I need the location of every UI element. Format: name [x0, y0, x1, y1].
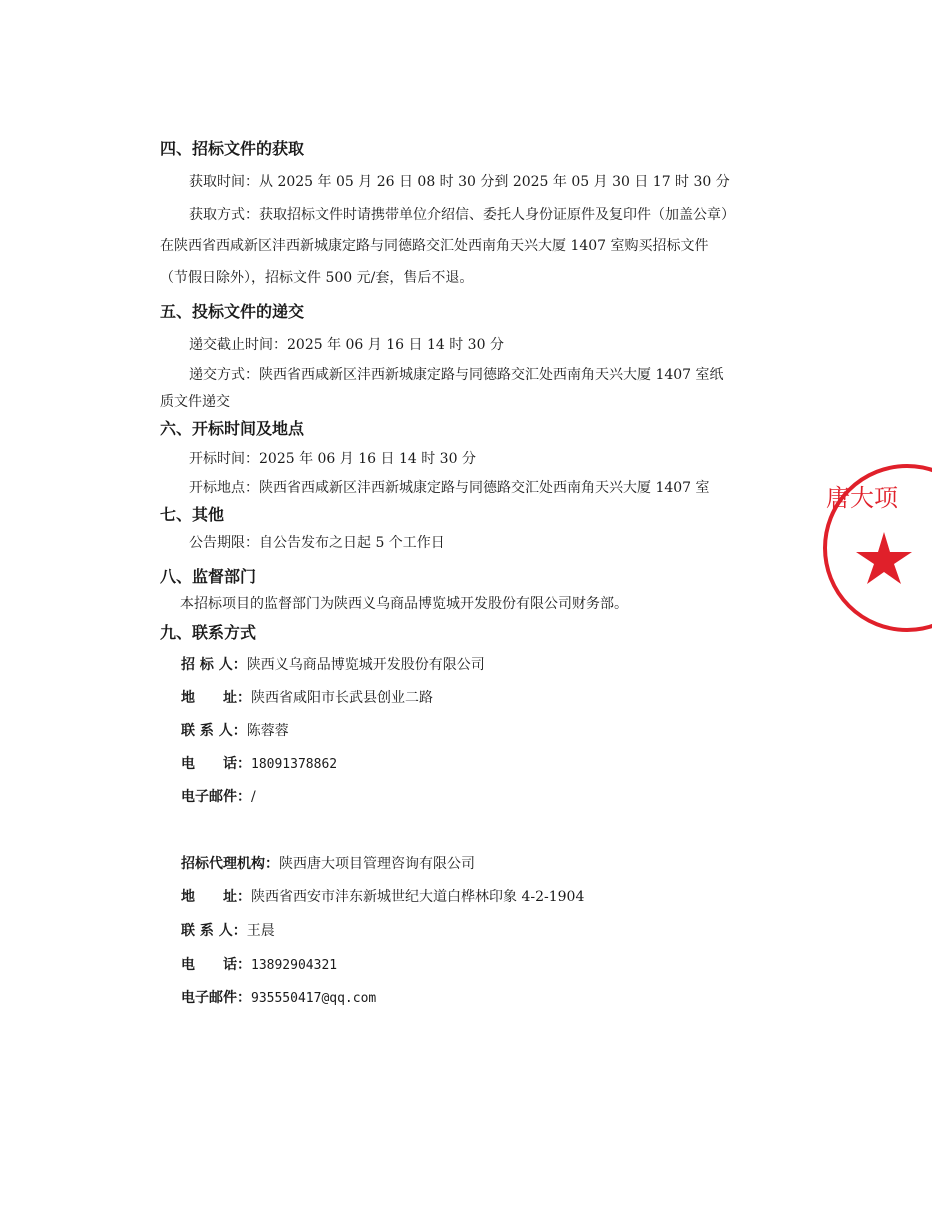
- agency-email-row: [181, 988, 376, 1009]
- agency-phone-label: 电 话：: [181, 957, 251, 973]
- agency-email-label: 电子邮件：: [181, 990, 251, 1006]
- agency-address-label: 地 址：: [181, 889, 251, 905]
- agency-contact-row: [181, 921, 275, 941]
- tenderer-phone-row: [181, 754, 337, 775]
- tenderer-address-label: 地 址：: [181, 690, 251, 706]
- agency-address: 陕西省西安市沣东新城世纪大道白桦林印象 4-2-1904: [251, 889, 585, 905]
- obtain-time: 获取时间：从 2025 年 05 月 26 日 08 时 30 分到 2025 年 05 月 30 日 17 时 30 分: [189, 174, 730, 190]
- obtain-method-label: 获取方式: [189, 207, 245, 223]
- tenderer-email: /: [251, 789, 256, 805]
- company-seal-stamp: [812, 462, 932, 642]
- obtain-method-line-1: [189, 205, 735, 225]
- submit-method-line-1: 递交方式：陕西省西咸新区沣西新城康定路与同德路交汇处西南角天兴大厦 1407 室纸: [189, 367, 724, 383]
- agency-contact-label: 联 系 人：: [181, 923, 247, 939]
- tenderer-contact: 陈蓉蓉: [246, 723, 289, 739]
- tenderer-name: 陕西义乌商品博览城开发股份有限公司: [246, 657, 485, 673]
- agency-name-row: [181, 854, 475, 874]
- tenderer-name-row: [181, 655, 485, 675]
- notice-period: 公告期限：自公告发布之日起 5 个工作日: [189, 535, 445, 551]
- agency-address-row: [181, 887, 584, 907]
- submit-deadline: 递交截止时间：2025 年 06 月 16 日 14 时 30 分: [189, 337, 504, 353]
- agency-name: 陕西唐大项目管理咨询有限公司: [279, 856, 475, 872]
- agency-phone: 13892904321: [251, 958, 338, 973]
- obtain-method-line-3: （节假日除外），招标文件 500 元/套，售后不退。: [160, 270, 474, 286]
- tenderer-phone-label: 电 话：: [181, 756, 251, 772]
- obtain-method-line-2: 在陕西省西咸新区沣西新城康定路与同德路交汇处西南角天兴大厦 1407 室购买招标文件: [160, 238, 709, 254]
- obtain-method-text: ：获取招标文件时请携带单位介绍信、委托人身份证原件及复印件（加盖公章）: [245, 207, 735, 223]
- tenderer-email-label: 电子邮件：: [181, 789, 251, 805]
- tenderer-address-row: [181, 688, 433, 708]
- section-5-title: 五、投标文件的递交: [160, 302, 305, 321]
- opening-time: 开标时间：2025 年 06 月 16 日 14 时 30 分: [189, 451, 476, 467]
- tenderer-contact-label: 联 系 人：: [181, 723, 247, 739]
- section-7-title: 七、其他: [160, 505, 225, 524]
- tenderer-name-label: 招 标 人：: [181, 657, 247, 673]
- tenderer-phone: 18091378862: [251, 757, 338, 772]
- section-8-title: 八、监督部门: [160, 567, 257, 586]
- agency-name-label: 招标代理机构：: [181, 856, 279, 872]
- submit-method-line-2: 质文件递交: [160, 394, 230, 410]
- supervision-text: 本招标项目的监督部门为陕西义乌商品博览城开发股份有限公司财务部。: [180, 596, 628, 612]
- opening-place: 开标地点：陕西省西咸新区沣西新城康定路与同德路交汇处西南角天兴大厦 1407 室: [189, 480, 710, 496]
- agency-phone-row: [181, 955, 337, 976]
- seal-star: [856, 532, 912, 584]
- tenderer-email-row: [181, 787, 256, 807]
- section-9-title: 九、联系方式: [160, 623, 257, 642]
- seal-text: 唐大项: [826, 484, 898, 512]
- tenderer-address: 陕西省咸阳市长武县创业二路: [251, 690, 433, 706]
- section-4-title: 四、招标文件的获取: [160, 139, 305, 158]
- agency-email: 935550417@qq.com: [251, 991, 377, 1006]
- agency-contact: 王晨: [246, 923, 275, 939]
- section-6-title: 六、开标时间及地点: [160, 419, 305, 438]
- tenderer-contact-row: [181, 721, 289, 741]
